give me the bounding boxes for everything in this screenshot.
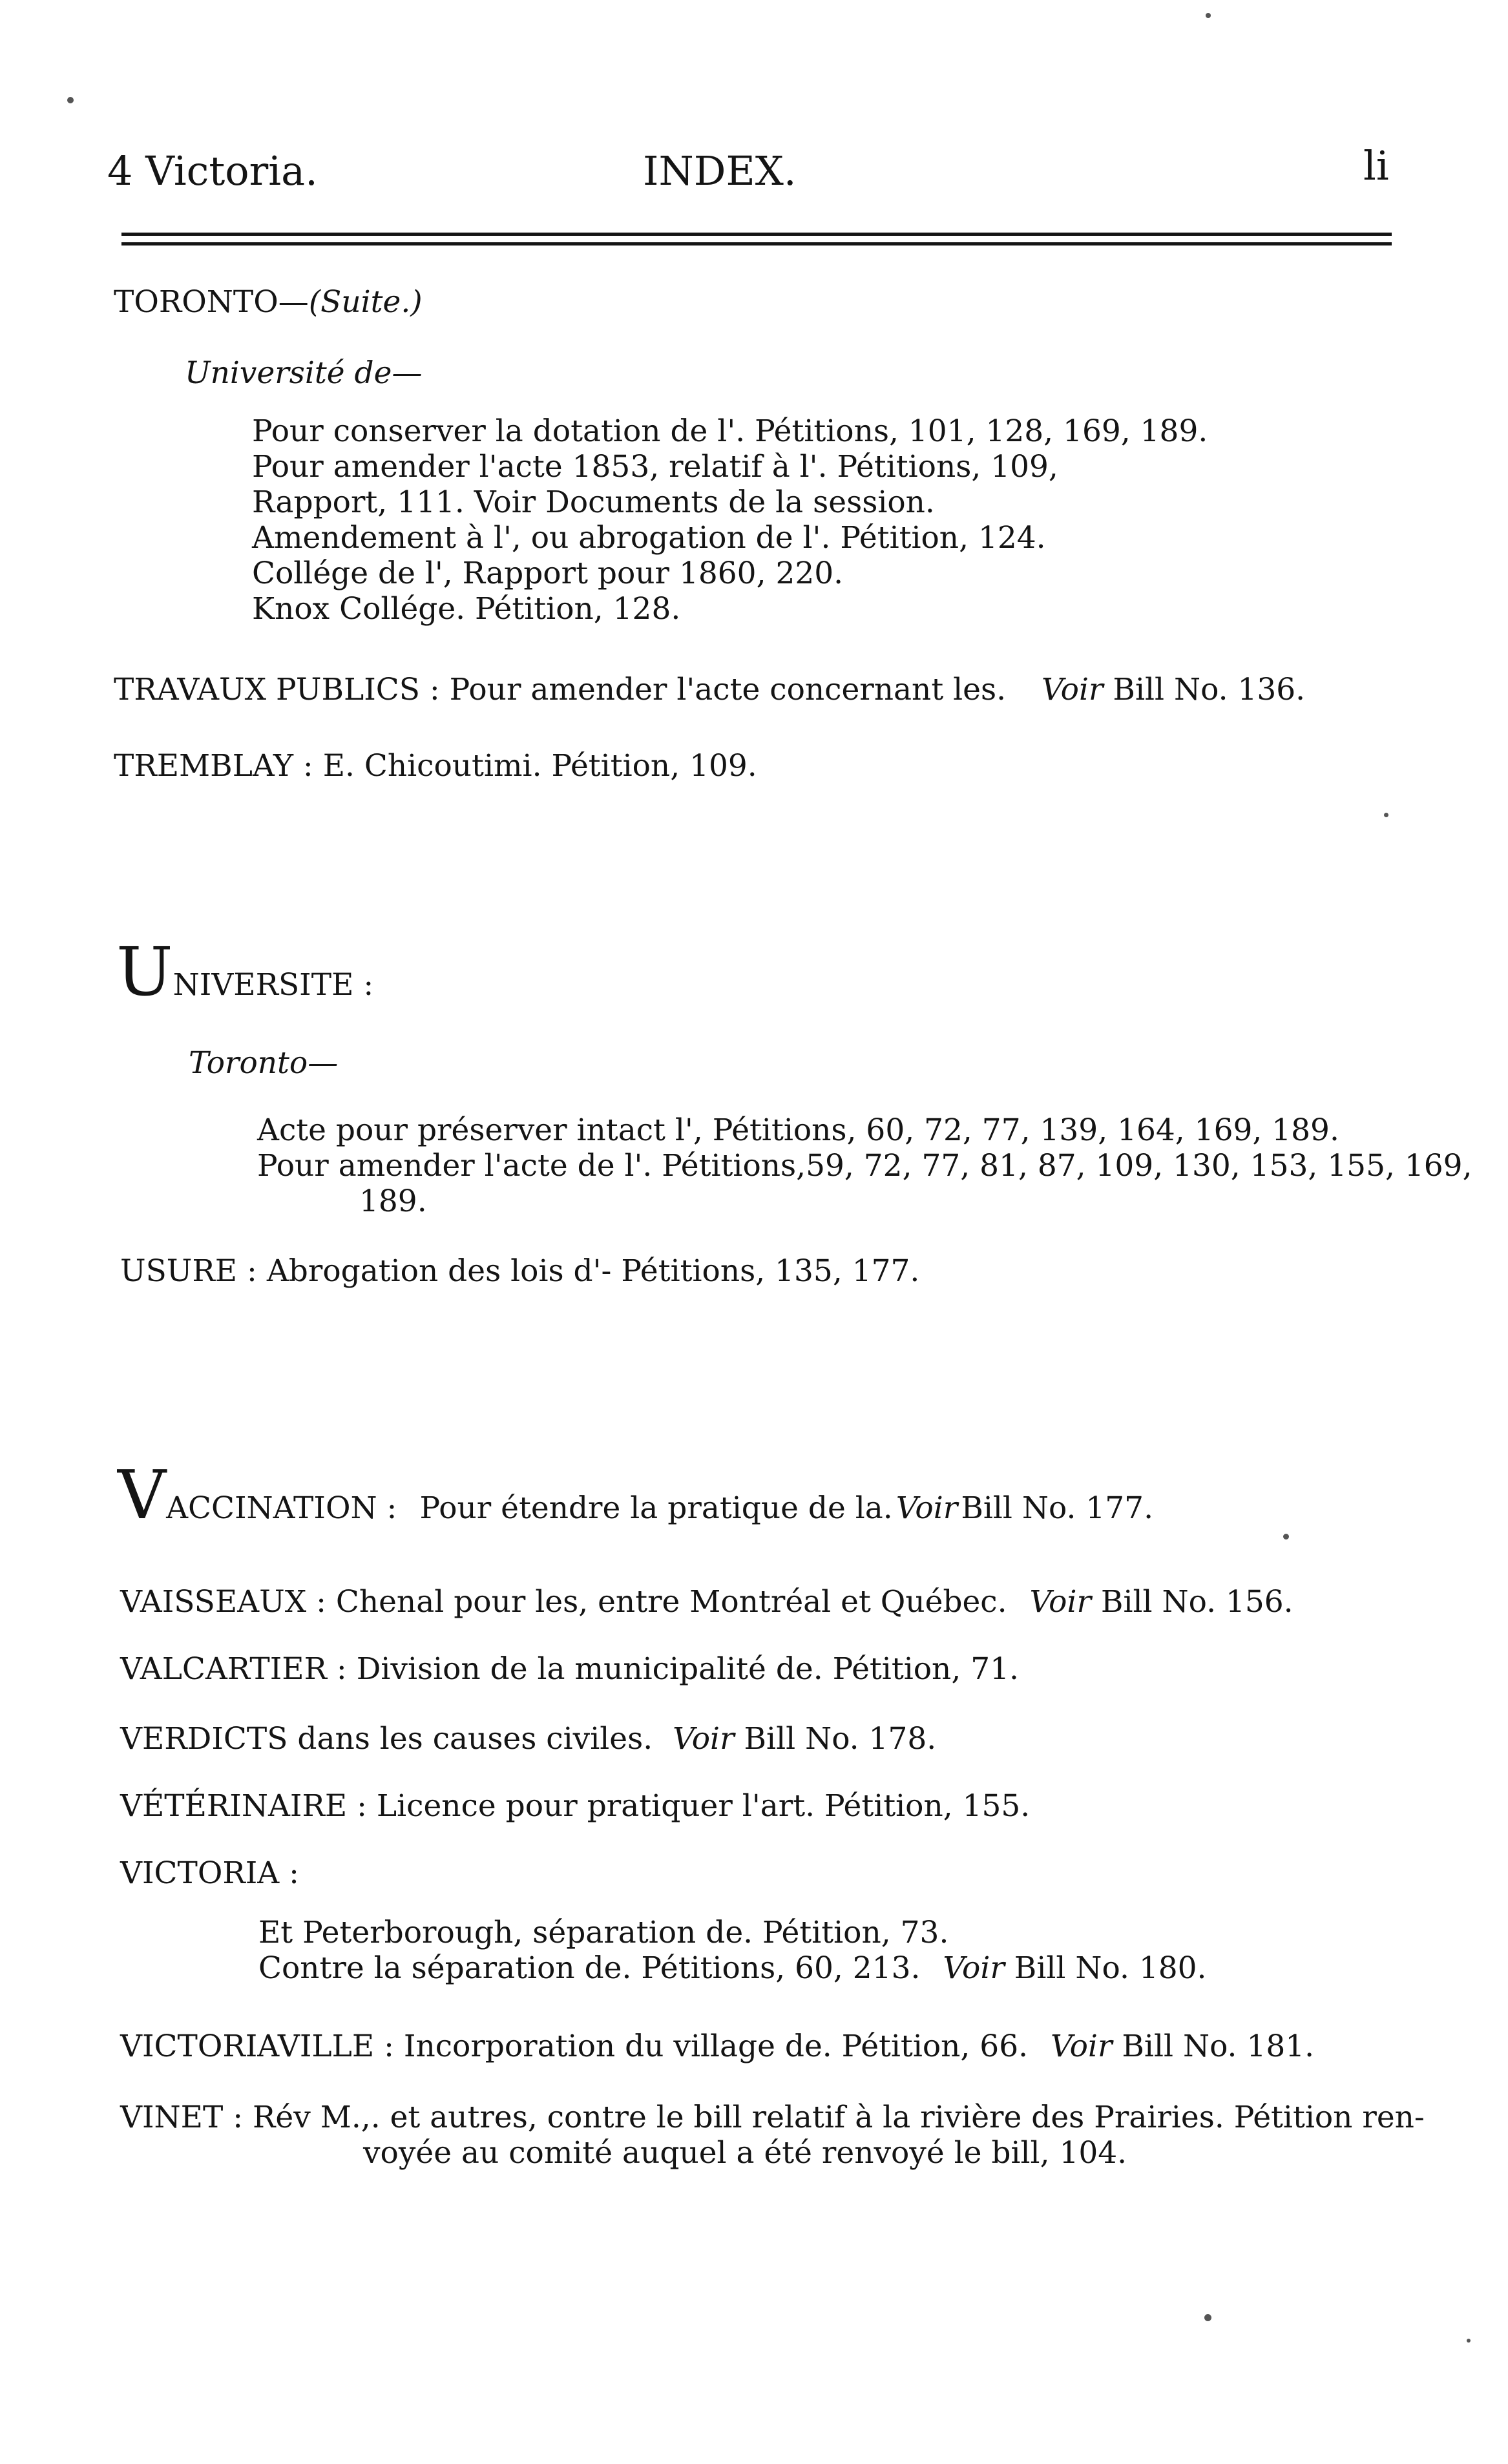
victoriaville-text: Incorporation du village de. Pétition, 66. <box>403 2029 1029 2064</box>
header-title: INDEX. <box>643 147 797 194</box>
travaux-text: Pour amender l'acte concernant les. <box>449 672 1007 707</box>
toronto-line-4: Amendement à l', ou abrogation de l'. Pétition, 124. <box>252 520 1046 556</box>
verdicts-head: VERDICTS <box>120 1721 288 1757</box>
entry-tremblay <box>114 748 757 784</box>
entry-vaisseaux <box>120 1584 1293 1620</box>
scan-speck <box>67 97 74 103</box>
veterinaire-text: Licence pour pratiquer l'art. Pétition, 155. <box>376 1788 1031 1824</box>
victoria-line-1: Et Peterborough, séparation de. Pétition, 73. <box>258 1915 949 1950</box>
usure-head: USURE : <box>120 1253 257 1289</box>
scan-speck <box>1467 2339 1471 2343</box>
universite-line-1: Acte pour préserver intact l', Pétitions, 60, 72, 77, 139, 164, 169, 189. <box>257 1112 1339 1148</box>
vinet-line-2: voyée au comité auquel a été renvoyé le bill, 104. <box>363 2135 1127 2171</box>
header-left: 4 Victoria. <box>107 147 318 194</box>
entry-verdicts <box>120 1721 936 1757</box>
toronto-line-6: Knox Collége. Pétition, 128. <box>252 591 681 627</box>
vaccination-voir: Voir <box>895 1490 958 1526</box>
entry-valcartier <box>120 1651 1019 1687</box>
verdicts-voir: Voir <box>673 1721 735 1757</box>
scan-speck <box>1384 813 1388 817</box>
victoriaville-head: VICTORIAVILLE : <box>120 2029 394 2064</box>
vaisseaux-voir: Voir <box>1029 1584 1091 1620</box>
entry-vinet <box>120 2100 1425 2136</box>
universite-rest: NIVERSITE : <box>173 967 374 1003</box>
universite-line-2: Pour amender l'acte de l'. Pétitions,59, 72, 77, 81, 87, 109, 130, 153, 155, 169, <box>257 1148 1472 1184</box>
victoria-line-2-text: Contre la séparation de. Pétitions, 60, 213. <box>258 1950 921 1986</box>
travaux-head: TRAVAUX PUBLICS : <box>114 672 440 707</box>
toronto-heading <box>114 284 423 320</box>
toronto-line-3: Rapport, 111. Voir Documents de la session. <box>252 485 935 520</box>
vaccination-bill: Bill No. 177. <box>961 1490 1154 1526</box>
travaux-voir: Voir <box>1042 672 1104 707</box>
verdicts-text: dans les causes civiles. <box>297 1721 653 1757</box>
universite-initial: U <box>116 932 173 1011</box>
toronto-line-5: Collége de l', Rapport pour 1860, 220. <box>252 556 844 591</box>
victoria-head: VICTORIA : <box>120 1855 300 1891</box>
usure-text: Abrogation des lois d'- Pétitions, 135, 177. <box>266 1253 920 1289</box>
veterinaire-head: VÉTÉRINAIRE : <box>120 1788 367 1824</box>
universite-subheading: Toronto— <box>189 1045 339 1081</box>
vinet-head: VINET : <box>120 2100 244 2135</box>
universite-heading <box>116 932 374 1011</box>
tremblay-head: TREMBLAY : <box>114 748 313 784</box>
header-rule-bottom <box>121 242 1392 245</box>
valcartier-head: VALCARTIER : <box>120 1651 347 1687</box>
vaccination-initial: V <box>118 1456 167 1534</box>
victoriaville-bill: Bill No. 181. <box>1122 2029 1315 2064</box>
entry-veterinaire <box>120 1788 1030 1824</box>
vaccination-text: Pour étendre la pratique de la. <box>419 1490 893 1526</box>
tremblay-text: E. Chicoutimi. Pétition, 109. <box>322 748 757 784</box>
toronto-subheading: Université de— <box>185 355 423 391</box>
scan-speck <box>1206 13 1211 18</box>
toronto-heading-label: TORONTO— <box>114 284 309 320</box>
verdicts-bill: Bill No. 178. <box>744 1721 937 1757</box>
header-rule-top <box>121 233 1392 236</box>
victoria-bill: Bill No. 180. <box>1014 1950 1207 1986</box>
vaccination-heading <box>118 1456 1154 1534</box>
travaux-bill: Bill No. 136. <box>1113 672 1306 707</box>
toronto-line-1: Pour conserver la dotation de l'. Pétitions, 101, 128, 169, 189. <box>252 413 1208 449</box>
universite-line-3: 189. <box>359 1184 427 1219</box>
victoria-line-2 <box>258 1950 1206 1987</box>
scan-speck <box>1204 2314 1211 2321</box>
vaisseaux-bill: Bill No. 156. <box>1100 1584 1293 1620</box>
toronto-line-2: Pour amender l'acte 1853, relatif à l'. Pétitions, 109, <box>252 449 1058 485</box>
entry-victoriaville <box>120 2029 1314 2065</box>
vaccination-rest: ACCINATION : <box>166 1490 397 1526</box>
victoria-voir: Voir <box>943 1950 1005 1986</box>
vaisseaux-head: VAISSEAUX : <box>120 1584 326 1620</box>
vaisseaux-text: Chenal pour les, entre Montréal et Québec. <box>335 1584 1007 1620</box>
valcartier-text: Division de la municipalité de. Pétition, 71. <box>356 1651 1019 1687</box>
entry-usure <box>120 1253 919 1289</box>
toronto-heading-suite: (Suite.) <box>308 284 423 320</box>
scan-speck <box>1283 1534 1289 1540</box>
vinet-line-1: Rév M.,. et autres, contre le bill relatif à la rivière des Prairies. Pétition ren- <box>253 2100 1425 2135</box>
entry-travaux-publics <box>114 672 1305 708</box>
victoriaville-voir: Voir <box>1051 2029 1113 2064</box>
page-number: li <box>1363 142 1389 189</box>
